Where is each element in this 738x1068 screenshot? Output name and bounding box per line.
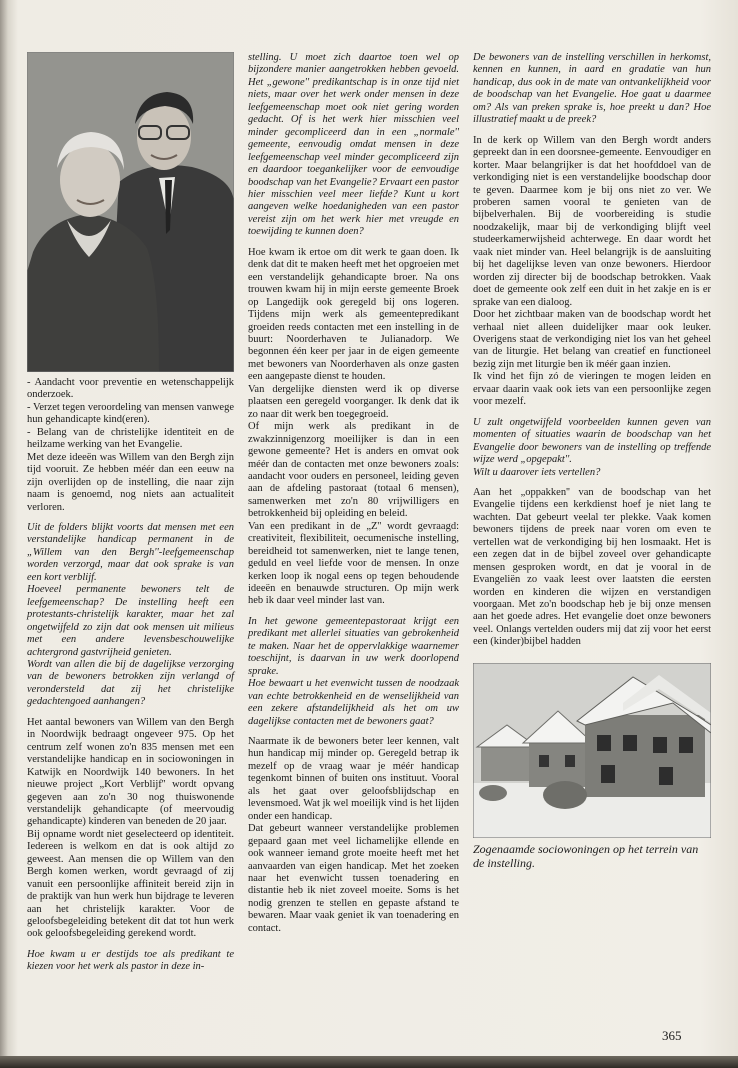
paragraph: Hoe kwam ik ertoe om dit werk te gaan doen. Ik denk dat dit te maken heeft met het opgroeien met een verstandelijk gehandicapte broer. Na ons trouwen kwam hij in mijn eerste gemeente Broek op Langedijk ook geregeld bij ons logeren. Tijdens mijn werk als gemeentepredikant groeiden reeds contacten met een instelling in de buurt: Noorderhaven te Julianadorp. We begonnen één keer per jaar in de eigen gemeente met bewoners van Noorderhaven als onze gasten een aangepaste dienst te houden. <box>248 246 459 383</box>
question-paragraph: stelling. U moet zich daartoe toen wel op bijzondere manier aangetrokken hebben gevoeld. Het „gewone'' predikantschap is in onze tijd niet niets, maar over het werk onder mensen in deze leefgemeenschap moet ook niet gering worden gedacht. Of is het werk hier misschien veel minder gecompliceerd dan in een „normale'' gemeente, eenvoudig omdat mensen in deze leefgemeenschap veel minder gecompliceerd zijn en daardoor toegankelijker voor de eenvoudige boodschap van het Evangelie? Ervaart een pastor hier misschien veel meer liefde? Kunt u kort aangeven welke hoedanigheden van een pastor vereist zijn om het werk hier met vreugde en toewijding te kunnen doen? <box>248 52 459 238</box>
question-paragraph: De bewoners van de instelling verschillen in herkomst, kennen en kunnen, in aard en gradatie van hun handicap, dus ook in de mate van ontvankelijkheid voor de boodschap van het Evangelie. Hoe gaat u daarmee om? Als van preken sprake is, hoe preekt u dan? Hoe illustratief maakt u de preek? <box>473 52 711 126</box>
question-paragraph: Wilt u daarover iets vertellen? <box>473 466 601 478</box>
question-paragraph: Hoe bewaart u het evenwicht tussen de noodzaak van echte betrokkenheid en de wenselijkheid van een zekere afstandelijkheid als het om uw dagelijkse contacten met de bewoners gaat? <box>248 678 459 727</box>
column-3 <box>473 52 711 878</box>
paragraph: Aan het „oppakken'' van de boodschap van het Evangelie tijdens een kerkdienst hoef je niet lang te wachten. Dat gebeurt veelal ter plekke. Vaak komen bewoners tijdens de preek naar voren om even te vertellen wat de verkondiging bij hen losmaakt. Het is een zegen dat in de bijbel zoveel over gehandicapte mensen gesproken wordt, en dat je vooral in de Evangeliën zo vaak leest over laatsten die eersten worden en kinderen die wijzen en verstandigen voorgaan. Met zo'n boodschap heb je bij onze mensen aan het goede adres. Het evangelie doet onze bewoners veel. Onlangs vertelden ouders mij dat zij voor het eerst een (kinder)bijbel hadden <box>473 486 711 648</box>
question-paragraph: In het gewone gemeentepastoraat krijgt een predikant met allerlei situaties van gebrokenheid te maken. Naar het de oppervlakkige waarnemer toeschijnt, is daarvan in uw werk doorlopend sprake. <box>248 615 459 677</box>
paragraph: - Belang van de christelijke identiteit en de heilzame werking van het Evangelie. <box>27 426 234 451</box>
page-edge <box>0 1056 738 1068</box>
question-paragraph: Hoe kwam u er destijds toe als predikant te kiezen voor het werk als pastor in deze in- <box>27 948 234 973</box>
paragraph: Naarmate ik de bewoners beter leer kennen, valt hun handicap mij minder op. Geregeld betrap ik mezelf op de vraag waar je méér handicap tegenkomt binnen of buiten ons instituut. Vooral als het gaat over geloofsblijdschap en levensmoed. Wat jk wel moeilijk vind is het lijden onder een handicap. <box>248 736 459 822</box>
paragraph: Door het zichtbaar maken van de boodschap wordt het verhaal niet alleen duidelijker maar ook leuker. Overigens staat de verkondiging niet los van het geheel van de liturgie. Het belang van creatief en functioneel bezig zijn met liturgie ben ik méér gaan inzien. <box>473 309 711 370</box>
column-2 <box>248 52 459 935</box>
question-paragraph: Uit de folders blijkt voorts dat mensen met een verstandelijke handicap permanent in de „Willem van den Bergh''-leefgemeenschap worden verzorgd, maar dat ook sprake is van een kort verblijf. <box>27 521 234 583</box>
houses-photo <box>473 663 711 838</box>
paragraph: Van een predikant in de „Z'' wordt gevraagd: creativiteit, flexibiliteit, oecumenische instelling, bereidheid tot samenwerken, niet te lange tenen, geduld en veel liefde voor de mensen. In onze kerken loop ik nogal eens op tegen behoudende ideeën en benauwde structuren. Op mijn werk heb ik daar veel minder last van. <box>248 520 459 607</box>
paragraph: In de kerk op Willem van den Bergh wordt anders gepreekt dan in een doorsnee-gemeente. Eenvoudiger en korter. Maar belangrijker is dat het hoofddoel van de verkondiging niet is een verstandelijke boodschap door te geven. Daarmee kom je bij ons niet zo ver. We proberen samen vooral te genieten van de bijbelverhalen. Bij de voorbereiding is studie noodzakelijk, maar bij de verkondiging blijft veel studeerkamerwijsheid achterwege. En daar wordt het vaak niet minder van. Heel belangrijk is de aansluiting bij het dagelijkse leven van onze bewoners. Hierdoor worden zij directer bij de boodschap betrokken. Vaak doet de gemeente ook zelf een duit in het zakje en is er sprake van een dialoog. <box>473 134 711 308</box>
page-number: 365 <box>662 1028 682 1043</box>
paragraph: - Verzet tegen veroordeling van mensen vanwege hun gehandicapte kind(eren). <box>27 401 234 426</box>
paragraph: Met deze ideeën was Willem van den Bergh zijn tijd vooruit. Ze hebben méér dan een eeuw na zijn overlijden op de instelling, die naar zijn naam is genoemd, nog niets aan actualiteit verloren. <box>27 451 234 513</box>
portrait-photo <box>27 52 234 372</box>
paragraph: Ik vind het fijn zó de vieringen te mogen leiden en ervaar daarin vaak ook iets van een persoonlijke zegen voor mezelf. <box>473 371 711 408</box>
question-paragraph: U zult ongetwijfeld voorbeelden kunnen geven van momenten of situaties waarin de boodschap van het Evangelie door bewoners van de instelling op treffende wijze werd „opgepakt''. <box>473 416 711 466</box>
question-paragraph: Hoeveel permanente bewoners telt de leefgemeenschap? De instelling heeft een protestants-christelijk karakter, maar het zal ongetwijfeld zo zijn dat ook mensen uit milieus met een andere levensbeschouwelijke achtergrond gastvrijheid genieten. <box>27 584 234 658</box>
paragraph: Bij opname wordt niet geselecteerd op identiteit. Iedereen is welkom en dat is ook altijd zo geweest. Aan mensen die op Willem van den Bergh komen werken, wordt gevraagd of zij vanuit een persoonlijke affiniteit bereid zijn in de praktijk van hun werk hun bijdrage te leveren aan het christelijk karakter. Voor de geloofsbegeleiding betekent dit dat tot hun werk ook geloofsbegeleiding gerekend wordt. <box>27 828 234 940</box>
question-paragraph: Wordt van allen die bij de dagelijkse verzorging van de bewoners betrokken zijn verlangd of verondersteld dat zij het christelijke gedachtengoed aanhangen? <box>27 658 234 708</box>
photo-caption: Zogenaamde sociowoningen op het terrein van de instelling. <box>473 841 699 870</box>
paragraph: Of mijn werk als predikant in de zwakzinnigenzorg moeilijker is dan in een gewone gemeente? Het is anders en omvat ook méér dan de contacten met onze bewoners zoals: aandacht voor ouders en personeel, leiding geven aan de afdeling pastoraat (totaal 6 mensen), samenwerken met zo'n 80 vrijwilligers en betrokkenheid bij opleiding en beleid. <box>248 421 459 520</box>
paragraph: Het aantal bewoners van Willem van den Bergh in Noordwijk bedraagt ongeveer 975. Op het centrum zelf wonen zo'n 835 mensen met een verstandelijke handicap en in sociowoningen in Katwijk en Noordwijk 140 bewoners. In het nieuwe project „Kort Verblijf'' wordt opvang gegeven aan zo'n 30 nog thuiswonende verstandelijk gehandicapte (of meervoudig gehandicapte) kinderen van beneden de 20 jaar. <box>27 716 234 828</box>
paragraph: - Aandacht voor preventie en wetenschappelijk onderzoek. <box>27 377 234 401</box>
column-1 <box>27 52 234 974</box>
paragraph: Van dergelijke diensten werd ik op diverse plaatsen een geregeld voorganger. Ik denk dat ik zo naar dit werk ben toegegroeid. <box>248 383 459 420</box>
paragraph: Dat gebeurt wanneer verstandelijke problemen gepaard gaan met veel lichamelijke ellende en ook wanneer iemand grote moeite heeft met het aanvaarden van eigen handicap. Met het zoeken naar het evenwicht tussen toenadering en distantie heb ik niet zoveel moeite. Soms is het nodig grenzen te stellen en gepaste afstand te bewaren. Maar vaak geniet ik van toenadering en contact. <box>248 823 459 934</box>
